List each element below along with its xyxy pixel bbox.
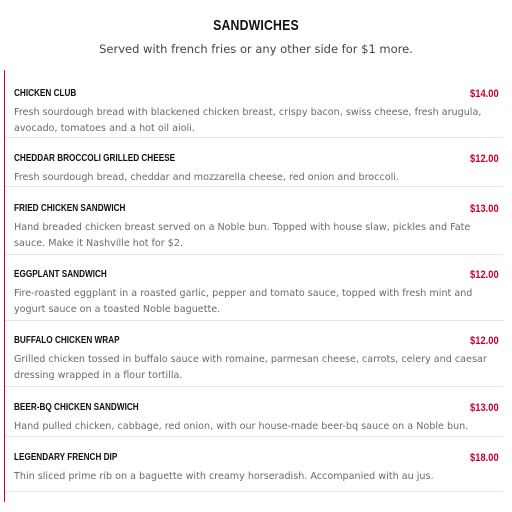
menu-item (5, 386, 503, 437)
item-description: Grilled chicken tossed in buffalo sauce with romaine, parmesan cheese, carrots, celery and caesar dressing wrapped in a flour tortilla. (14, 354, 487, 381)
item-price: $14.00 (470, 88, 499, 100)
item-description: Hand pulled chicken, cabbage, red onion, with our house-made beer-bq sauce on a Noble bun. (14, 421, 469, 432)
item-name: EGGPLANT SANDWICH (14, 268, 107, 280)
item-description: Fire-roasted eggplant in a roasted garlic, pepper and tomato sauce, topped with fresh mint and yogurt sauce on a toasted Noble baguette. (14, 288, 473, 315)
item-description: Thin sliced prime rib on a baguette with creamy horseradish. Accompanied with au jus. (14, 471, 434, 482)
item-price: $12.00 (470, 335, 499, 347)
menu-item (5, 70, 503, 138)
section-subtitle: Served with french fries or any other side for $1 more. (99, 42, 413, 56)
item-description: Hand breaded chicken breast served on a Noble bun. Topped with house slaw, pickles and Fate sauce. Make it Nashville hot for $2. (14, 222, 471, 249)
section-title: SANDWICHES (213, 17, 299, 34)
menu-item (5, 320, 503, 387)
item-name: BUFFALO CHICKEN WRAP (14, 334, 120, 346)
item-description: Fresh sourdough bread, cheddar and mozzarella cheese, red onion and broccoli. (14, 172, 399, 183)
item-description: Fresh sourdough bread with blackened chicken breast, crispy bacon, swiss cheese, fresh arugula, avocado, tomatoes and a hot oil aioli. (14, 107, 482, 134)
item-price: $12.00 (470, 269, 499, 281)
item-name: CHEDDAR BROCCOLI GRILLED CHEESE (14, 152, 176, 164)
item-name: BEER-BQ CHICKEN SANDWICH (14, 401, 139, 413)
item-price: $13.00 (470, 203, 499, 215)
item-price: $18.00 (470, 452, 499, 464)
item-price: $12.00 (470, 153, 499, 165)
item-price: $13.00 (470, 402, 499, 414)
item-name: LEGENDARY FRENCH DIP (14, 451, 118, 463)
menu-item (5, 436, 503, 492)
menu-item (5, 187, 503, 255)
menu-item (5, 137, 503, 187)
menu-item (5, 254, 503, 321)
item-name: CHICKEN CLUB (14, 87, 77, 99)
item-name: FRIED CHICKEN SANDWICH (14, 202, 126, 214)
menu-list (4, 70, 507, 502)
